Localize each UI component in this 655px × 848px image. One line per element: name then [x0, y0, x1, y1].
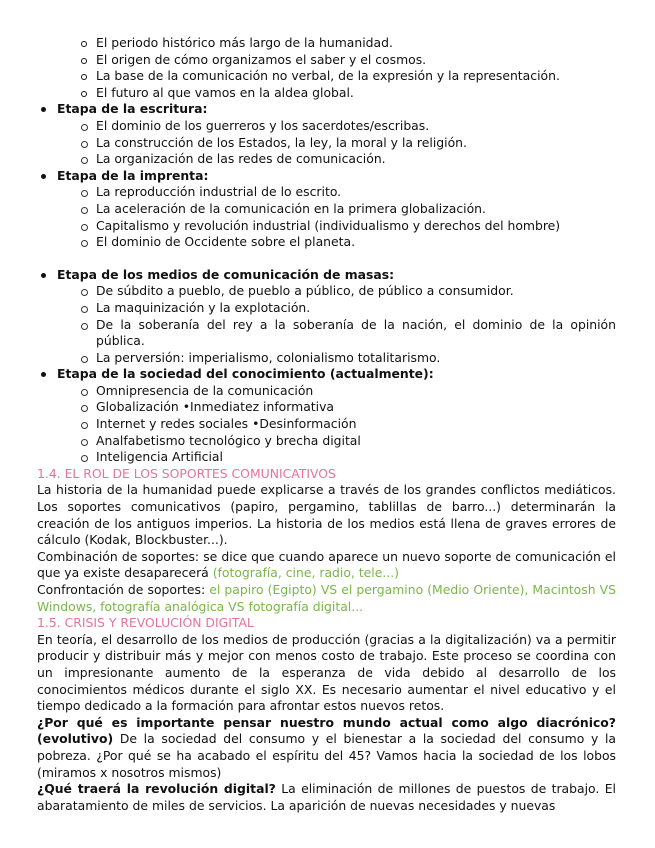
section-heading-1-4: 1.4. EL ROL DE LOS SOPORTES COMUNICATIVOS [37, 465, 336, 481]
stage-mass-media-title: Etapa de los medios de comunicación de masas: [37, 267, 616, 284]
document-page [37, 35, 616, 814]
list-item: La reproducción industrial de lo escrito. [37, 184, 616, 201]
list-item: La aceleración de la comunicación en la primera globalización. [37, 201, 616, 218]
list-item: Omnipresencia de la comunicación [37, 383, 616, 400]
paragraph-question-1 [37, 715, 616, 781]
paragraph-question-2 [37, 781, 616, 814]
list-item: El dominio de los guerreros y los sacerdotes/escribas. [37, 118, 616, 135]
list-item: La maquinización y la explotación. [37, 300, 616, 317]
answer-digital-revolution: La eliminación de millones de puestos de trabajo. El abaratamiento de miles de servicios. La aparición de nuevas necesidades y nuevas [37, 781, 616, 813]
list-item: Analfabetismo tecnológico y brecha digital [37, 433, 616, 450]
question-digital-revolution: ¿Qué traerá la revolución digital? [37, 781, 276, 797]
stage-press-list [37, 184, 616, 250]
list-item: La base de la comunicación no verbal, de la expresión y la representación. [37, 68, 616, 85]
paragraph-confrontation [37, 582, 616, 615]
list-item: Globalización •Inmediatez informativa [37, 399, 616, 416]
stage-writing-list [37, 118, 616, 168]
list-item: El origen de cómo organizamos el saber y el cosmos. [37, 52, 616, 69]
answer-diachronic: De la sociedad del consumo y el bienestar a la sociedad del consumo y la pobreza. ¿Por qué se ha acabado el espíritu del 45? Vamos hacia la sociedad de los lobos (miramos x nosotros mismos) [37, 731, 616, 780]
confrontation-text: Confrontación de soportes: [37, 582, 210, 597]
list-item: El periodo histórico más largo de la humanidad. [37, 35, 616, 52]
list-item: Internet y redes sociales •Desinformación [37, 416, 616, 433]
paragraph: La historia de la humanidad puede explicarse a través de los grandes conflictos mediáticos. Los soportes comunicativos (papiro, pergamino, tablillas de barro...) determinarán la creación de los antiguos imperios. La historia de los medios está llena de graves errores de cálculo (Kodak, Blockbuster...). [37, 482, 616, 548]
period-list [37, 35, 616, 101]
stage-knowledge-title: Etapa de la sociedad del conocimiento (actualmente): [37, 366, 616, 383]
combination-examples: (fotografía, cine, radio, tele...) [212, 565, 400, 581]
section-heading-1-5: 1.5. CRISIS Y REVOLUCIÓN DIGITAL [37, 615, 254, 631]
stage-mass-media-list [37, 283, 616, 366]
stage-press-title: Etapa de la imprenta: [37, 168, 616, 185]
list-item: La construcción de los Estados, la ley, la moral y la religión. [37, 135, 616, 152]
paragraph-combination [37, 549, 616, 582]
list-item: Capitalismo y revolución industrial (individualismo y derechos del hombre) [37, 218, 616, 235]
list-item: La organización de las redes de comunicación. [37, 151, 616, 168]
list-item: Inteligencia Artificial [37, 449, 616, 466]
confrontation-examples: el papiro (Egipto) VS el pergamino (Medio Oriente), Macintosh VS Windows, fotografía analógica VS fotografía digital... [37, 582, 616, 614]
stage-knowledge-list [37, 383, 616, 466]
stage-writing-title: Etapa de la escritura: [37, 101, 616, 118]
list-item: El dominio de Occidente sobre el planeta. [37, 234, 616, 251]
question-diachronic: ¿Por qué es importante pensar nuestro mundo actual como algo diacrónico? (evolutivo) [37, 714, 616, 747]
combination-text: Combinación de soportes: se dice que cuando aparece un nuevo soporte de comunicación el que ya existe desaparecerá [37, 548, 616, 581]
list-item: La perversión: imperialismo, colonialismo totalitarismo. [37, 350, 616, 367]
list-item: El futuro al que vamos en la aldea global. [37, 85, 616, 102]
list-item: De la soberanía del rey a la soberanía de la nación, el dominio de la opinión pública. [37, 317, 616, 350]
list-item: De súbdito a pueblo, de pueblo a público, de público a consumidor. [37, 283, 616, 300]
paragraph: En teoría, el desarrollo de los medios de producción (gracias a la digitalización) va a permitir producir y distribuir más y mejor con menos costo de trabajo. Este proceso se coordina con un impresionante aumento de la esperanza de vida debido al desarrollo de los conocimientos médicos durante el siglo XX. Es necesario aumentar el nivel educativo y el tiempo dedicado a la formación para afrontar estos nuevos retos. [37, 631, 616, 714]
